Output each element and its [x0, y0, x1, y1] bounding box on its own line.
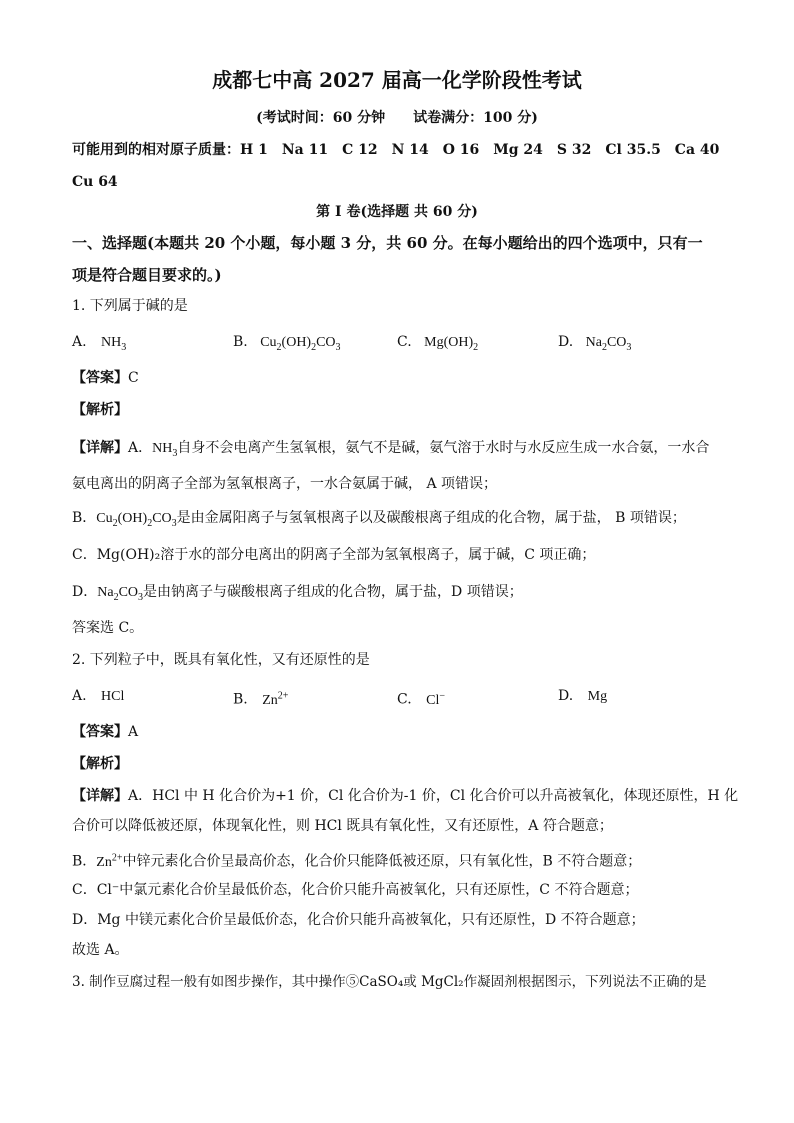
q3-stem: 3. 制作豆腐过程一般有如图步操作，其中操作⑤CaSO₄或 MgCl₂作凝固剂根据图示，下列说法不正确的是 — [72, 974, 707, 990]
q1-option-a: A. $NH_3$ — [72, 334, 127, 353]
q1-stem: 1. 下列属于碱的是 — [72, 298, 188, 314]
exam-info: (考试时间：60 分钟 试卷满分：100 分) — [256, 110, 538, 126]
q1-detail-d: D．$Na_2CO_3$是由钠离子与碳酸根离子组成的化合物，属于盐，D 项错误； — [72, 584, 523, 603]
q2-stem: 2. 下列粒子中，既具有氧化性，又有还原性的是 — [72, 652, 370, 668]
q2-detail-a1: 【详解】A．HCl 中 H 化合价为+1 价，Cl 化合价为-1 价，Cl 化合价可以升高被氧化，体现还原性，H 化 — [72, 788, 739, 804]
q2-answer: 【答案】A — [72, 724, 139, 740]
q2-option-b: B. $Zn^{2+}$ — [233, 690, 289, 708]
q2-detail-c: C．Cl⁻中氯元素化合价呈最低价态，化合价只能升高被氧化，只有还原性，C 不符合题意； — [72, 882, 639, 898]
q2-analysis-label: 【解析】 — [72, 756, 128, 772]
q1-option-b: B. $Cu_2(OH)_2CO_3$ — [233, 334, 341, 353]
q2-detail-b: B．$Zn^{2+}$中锌元素化合价呈最高价态，化合价只能降低被还原，只有氧化性，B 不符合题意； — [72, 852, 642, 870]
q1-detail-b: B．$Cu_2(OH)_2CO_3$是由金属阳离子与氢氧根离子以及碳酸根离子组成的化合物，属于盐， B 项错误； — [72, 510, 686, 529]
q1-detail-a1: 【详解】A．$NH_3$自身不会电离产生氢氧根，氨气不是碱，氨气溶于水时与水反应生成一水合氨，一水合 — [72, 440, 710, 459]
q2-option-a: A. HCl — [72, 688, 125, 704]
q1-answer: 【答案】C — [72, 370, 139, 386]
q2-detail-d: D．Mg 中镁元素化合价呈最低价态，化合价只能升高被氧化，只有还原性，D 不符合题意； — [72, 912, 645, 928]
q2-option-d: D. Mg — [558, 688, 608, 704]
q1-detail-a2: 氨电离出的阴离子全部为氢氧根离子，一水合氨属于碱， A 项错误； — [72, 476, 498, 492]
section-title: 第 I 卷(选择题 共 60 分) — [316, 204, 478, 220]
atomic-masses-line2: Cu 64 — [72, 174, 118, 190]
q1-analysis-label: 【解析】 — [72, 402, 128, 418]
q1-detail-c: C．Mg(OH)₂溶于水的部分电离出的阴离子全部为氢氧根离子，属于碱，C 项正确； — [72, 547, 596, 563]
q2-option-c: C. Cl− — [397, 690, 445, 708]
q1-option-c: C. $Mg(OH)_2$ — [397, 334, 479, 353]
section-instructions-1: 一、选择题(本题共 20 个小题，每小题 3 分，共 60 分。在每小题给出的四个选项中，只有一 — [72, 234, 703, 252]
q1-option-d: D. $Na_2CO_3$ — [558, 334, 632, 353]
page-title: 成都七中高 2027 届高一化学阶段性考试 — [212, 68, 582, 92]
q2-conclusion: 故选 A。 — [72, 942, 129, 958]
atomic-masses-line1: 可能用到的相对原子质量：H 1 Na 11 C 12 N 14 O 16 Mg 24 S 32 Cl 35.5 Ca 40 — [72, 142, 720, 158]
section-instructions-2: 项是符合题目要求的。) — [72, 266, 222, 284]
q2-detail-a2: 合价可以降低被还原，体现氧化性，则 HCl 既具有氧化性，又有还原性，A 符合题意； — [72, 818, 613, 834]
q1-conclusion: 答案选 C。 — [72, 620, 144, 636]
